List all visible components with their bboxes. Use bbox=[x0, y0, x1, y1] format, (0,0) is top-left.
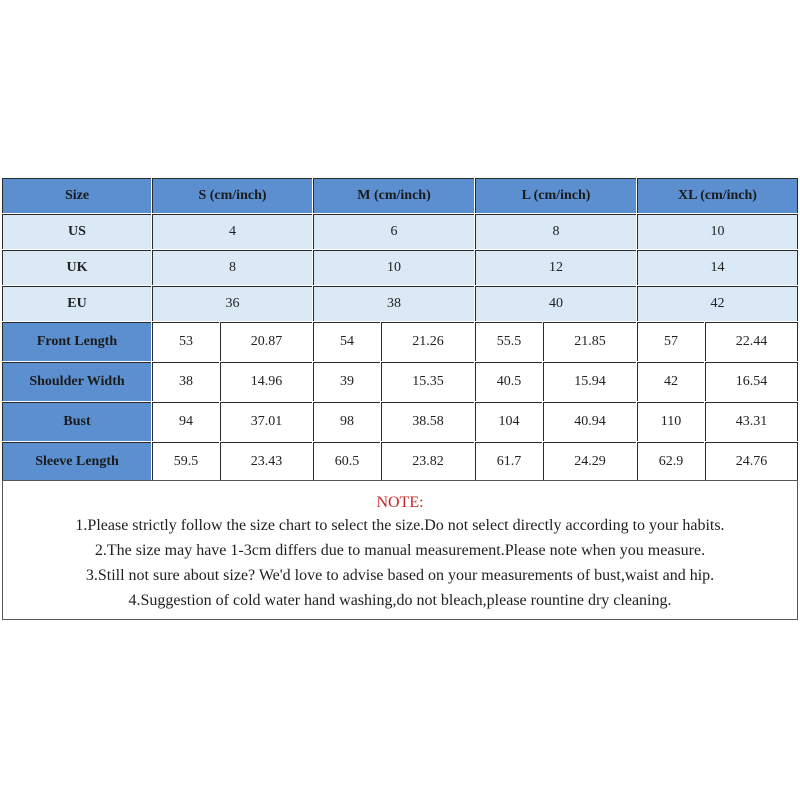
table-cell-inch: 16.54 bbox=[705, 362, 798, 402]
note-line-1: 1.Please strictly follow the size chart to select the size.Do not select directly according to your habits. bbox=[75, 517, 725, 534]
table-cell-cm: 55.5 bbox=[475, 322, 543, 362]
table-cell-cm: 94 bbox=[152, 402, 220, 442]
header-s: S (cm/inch) bbox=[152, 178, 313, 214]
row-label-bust: Bust bbox=[2, 402, 152, 442]
table-cell-inch: 21.85 bbox=[543, 322, 637, 362]
table-cell: 40 bbox=[475, 286, 637, 322]
table-cell-inch: 14.96 bbox=[220, 362, 313, 402]
header-m: M (cm/inch) bbox=[313, 178, 475, 214]
table-cell-cm: 39 bbox=[313, 362, 381, 402]
table-cell: 8 bbox=[475, 214, 637, 250]
table-cell: 38 bbox=[313, 286, 475, 322]
table-cell-inch: 23.43 bbox=[220, 442, 313, 482]
row-label-eu: EU bbox=[2, 286, 152, 322]
table-cell-inch: 40.94 bbox=[543, 402, 637, 442]
table-cell-cm: 61.7 bbox=[475, 442, 543, 482]
table-cell: 10 bbox=[313, 250, 475, 286]
note-line-4: 4.Suggestion of cold water hand washing,do not bleach,please rountine dry cleaning. bbox=[128, 592, 672, 609]
table-cell-cm: 42 bbox=[637, 362, 705, 402]
table-cell-cm: 38 bbox=[152, 362, 220, 402]
note-title: NOTE: bbox=[376, 494, 424, 511]
table-cell-cm: 59.5 bbox=[152, 442, 220, 482]
header-l: L (cm/inch) bbox=[475, 178, 637, 214]
table-cell: 10 bbox=[637, 214, 798, 250]
table-cell-inch: 37.01 bbox=[220, 402, 313, 442]
table-cell-inch: 21.26 bbox=[381, 322, 475, 362]
table-cell-inch: 22.44 bbox=[705, 322, 798, 362]
table-cell-cm: 40.5 bbox=[475, 362, 543, 402]
table-cell: 42 bbox=[637, 286, 798, 322]
header-xl: XL (cm/inch) bbox=[637, 178, 798, 214]
table-cell-inch: 43.31 bbox=[705, 402, 798, 442]
table-cell: 4 bbox=[152, 214, 313, 250]
table-cell-inch: 23.82 bbox=[381, 442, 475, 482]
table-cell-cm: 110 bbox=[637, 402, 705, 442]
table-cell-inch: 20.87 bbox=[220, 322, 313, 362]
table-cell-inch: 15.94 bbox=[543, 362, 637, 402]
row-label-us: US bbox=[2, 214, 152, 250]
table-cell: 8 bbox=[152, 250, 313, 286]
table-cell-cm: 98 bbox=[313, 402, 381, 442]
table-cell: 12 bbox=[475, 250, 637, 286]
table-cell-cm: 104 bbox=[475, 402, 543, 442]
table-cell-cm: 54 bbox=[313, 322, 381, 362]
row-label-shoulder-width: Shoulder Width bbox=[2, 362, 152, 402]
note-line-3: 3.Still not sure about size? We'd love to advise based on your measurements of bust,waist and hip. bbox=[85, 567, 715, 584]
table-cell-inch: 38.58 bbox=[381, 402, 475, 442]
table-header-row bbox=[2, 178, 798, 214]
table-cell-cm: 60.5 bbox=[313, 442, 381, 482]
table-cell-cm: 53 bbox=[152, 322, 220, 362]
row-label-uk: UK bbox=[2, 250, 152, 286]
table-cell-inch: 15.35 bbox=[381, 362, 475, 402]
table-cell-cm: 62.9 bbox=[637, 442, 705, 482]
table-cell-cm: 57 bbox=[637, 322, 705, 362]
table-cell: 36 bbox=[152, 286, 313, 322]
note-box bbox=[2, 480, 798, 620]
table-cell: 14 bbox=[637, 250, 798, 286]
row-label-sleeve-length: Sleeve Length bbox=[2, 442, 152, 482]
note-line-2: 2.The size may have 1-3cm differs due to manual measurement.Please note when you measure. bbox=[94, 542, 706, 559]
table-cell-inch: 24.76 bbox=[705, 442, 798, 482]
row-label-front-length: Front Length bbox=[2, 322, 152, 362]
header-size: Size bbox=[2, 178, 152, 214]
table-cell-inch: 24.29 bbox=[543, 442, 637, 482]
table-cell: 6 bbox=[313, 214, 475, 250]
